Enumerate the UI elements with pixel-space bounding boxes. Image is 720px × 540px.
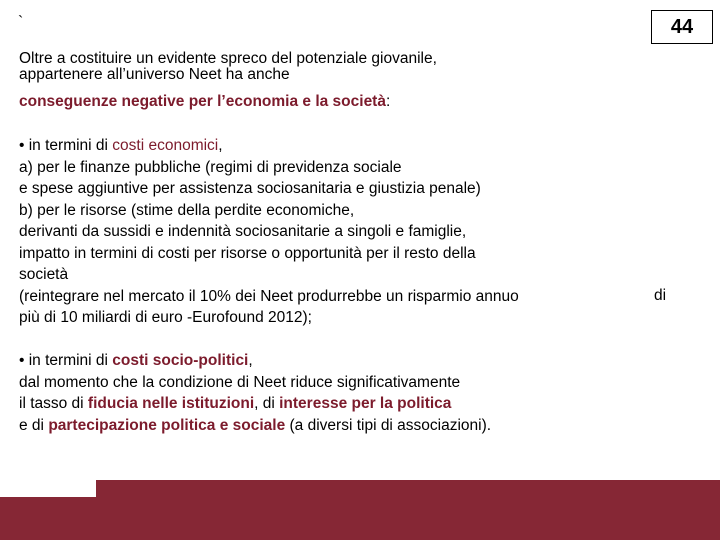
footer-bar bbox=[0, 480, 720, 540]
bullet1-line: più di 10 miliardi di euro -Eurofound 2012); bbox=[19, 309, 312, 326]
bullet-costi-economici bbox=[19, 135, 519, 329]
bullet1-line: b) per le risorse (stime della perdite economiche, bbox=[19, 201, 355, 219]
bullet2-tail: , bbox=[248, 352, 253, 369]
bullet2-emphasis: costi socio-politici bbox=[112, 352, 249, 369]
bullet1-tail: , bbox=[218, 137, 223, 154]
bullet2-line3-mid: , di bbox=[254, 395, 280, 412]
intro-colon: : bbox=[385, 93, 391, 110]
stray-word-di: di bbox=[654, 287, 667, 304]
page-number: 44 bbox=[651, 10, 713, 44]
intro-line-3 bbox=[19, 91, 437, 113]
bullet1-line: e spese aggiuntive per assistenza sociosanitaria e giustizia penale) bbox=[19, 180, 481, 197]
bullet2-heading bbox=[19, 350, 491, 372]
bullet-costi-socio-politici bbox=[19, 350, 491, 436]
bullet2-line-4 bbox=[19, 415, 491, 437]
bullet2-line3-pre: il tasso di bbox=[19, 395, 88, 412]
intro-emphasis: conseguenze negative per l’economia e la società bbox=[19, 93, 386, 110]
intro-paragraph bbox=[19, 51, 437, 113]
bullet1-emphasis: costi economici bbox=[112, 137, 219, 154]
bullet2-line4-tail: (a diversi tipi di associazioni). bbox=[285, 416, 492, 434]
bullet1-heading bbox=[19, 135, 519, 157]
bullet1-line: (reintegrare nel mercato il 10% dei Neet produrrebbe un risparmio annuo bbox=[19, 287, 519, 305]
intro-line-1: Oltre a costituire un evidente spreco del potenziale giovanile, bbox=[19, 50, 437, 67]
bullet1-line: derivanti da sussidi e indennità sociosanitarie a singoli e famiglie, bbox=[19, 223, 467, 240]
fiducia-emphasis: fiducia nelle istituzioni bbox=[87, 395, 255, 412]
tick-mark: ` bbox=[18, 14, 24, 31]
bullet2-lead: • in termini di bbox=[19, 352, 113, 369]
footer-notch bbox=[0, 480, 96, 497]
bullet1-lead: • in termini di bbox=[19, 137, 113, 154]
interesse-emphasis: interesse per la politica bbox=[279, 395, 452, 412]
bullet1-line: a) per le finanze pubbliche (regimi di previdenza sociale bbox=[19, 158, 402, 176]
bullet1-line: società bbox=[19, 266, 69, 283]
bullet2-line4-pre: e di bbox=[19, 416, 49, 434]
bullet1-line: impatto in termini di costi per risorse o opportunità per il resto della bbox=[19, 244, 476, 262]
partecipazione-emphasis: partecipazione politica e sociale bbox=[48, 416, 286, 434]
intro-line-2: appartenere all’universo Neet ha anche bbox=[19, 66, 290, 83]
bullet2-line-3 bbox=[19, 393, 491, 415]
bullet2-line-2: dal momento che la condizione di Neet riduce significativamente bbox=[19, 373, 461, 391]
